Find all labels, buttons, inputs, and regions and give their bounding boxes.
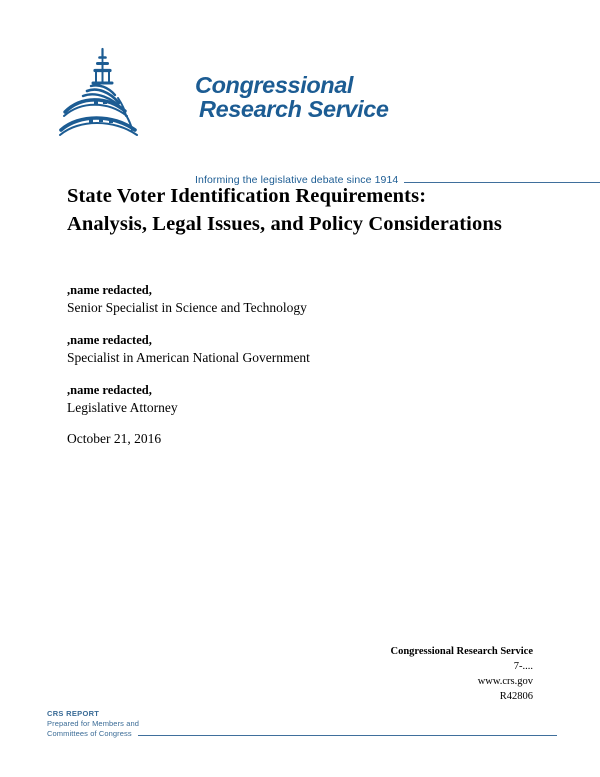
crs-report-subline-2-row	[47, 729, 557, 739]
publication-date: October 21, 2016	[67, 431, 162, 446]
footer-report-number: R42806	[499, 691, 533, 702]
masthead-tagline: Informing the legislative debate since 1914	[195, 174, 399, 186]
footer-rule	[138, 735, 557, 736]
footer-phone: 7-....	[513, 661, 533, 672]
author-name: ,name redacted,	[67, 383, 152, 397]
author-name: ,name redacted,	[67, 283, 152, 297]
capitol-dome-icon	[55, 46, 151, 142]
author-list	[67, 282, 487, 432]
crs-wordmark	[195, 73, 555, 121]
footer-website[interactable]: www.crs.gov	[477, 676, 533, 687]
wordmark-line-1: Congressional	[195, 72, 354, 98]
author-entry	[67, 382, 487, 417]
author-role: Senior Specialist in Science and Technology	[67, 300, 307, 315]
author-role: Legislative Attorney	[67, 400, 178, 415]
footer-organization: Congressional Research Service	[390, 646, 533, 657]
page-title: State Voter Identification Requirements: Analysis, Legal Issues, and Policy Considerations	[67, 184, 502, 235]
author-role: Specialist in American National Government	[67, 350, 310, 365]
crs-report-subline-1: Prepared for Members and	[47, 719, 140, 728]
author-name: ,name redacted,	[67, 333, 152, 347]
crs-report-banner	[47, 709, 557, 739]
crs-report-heading: CRS REPORT	[47, 709, 100, 718]
crs-masthead	[55, 46, 555, 186]
author-entry	[67, 332, 487, 367]
wordmark-line-2: Research Service	[199, 96, 389, 122]
crs-report-subline-2: Committees of Congress	[47, 729, 132, 738]
author-entry	[67, 282, 487, 317]
footer-contact-block	[273, 644, 533, 704]
